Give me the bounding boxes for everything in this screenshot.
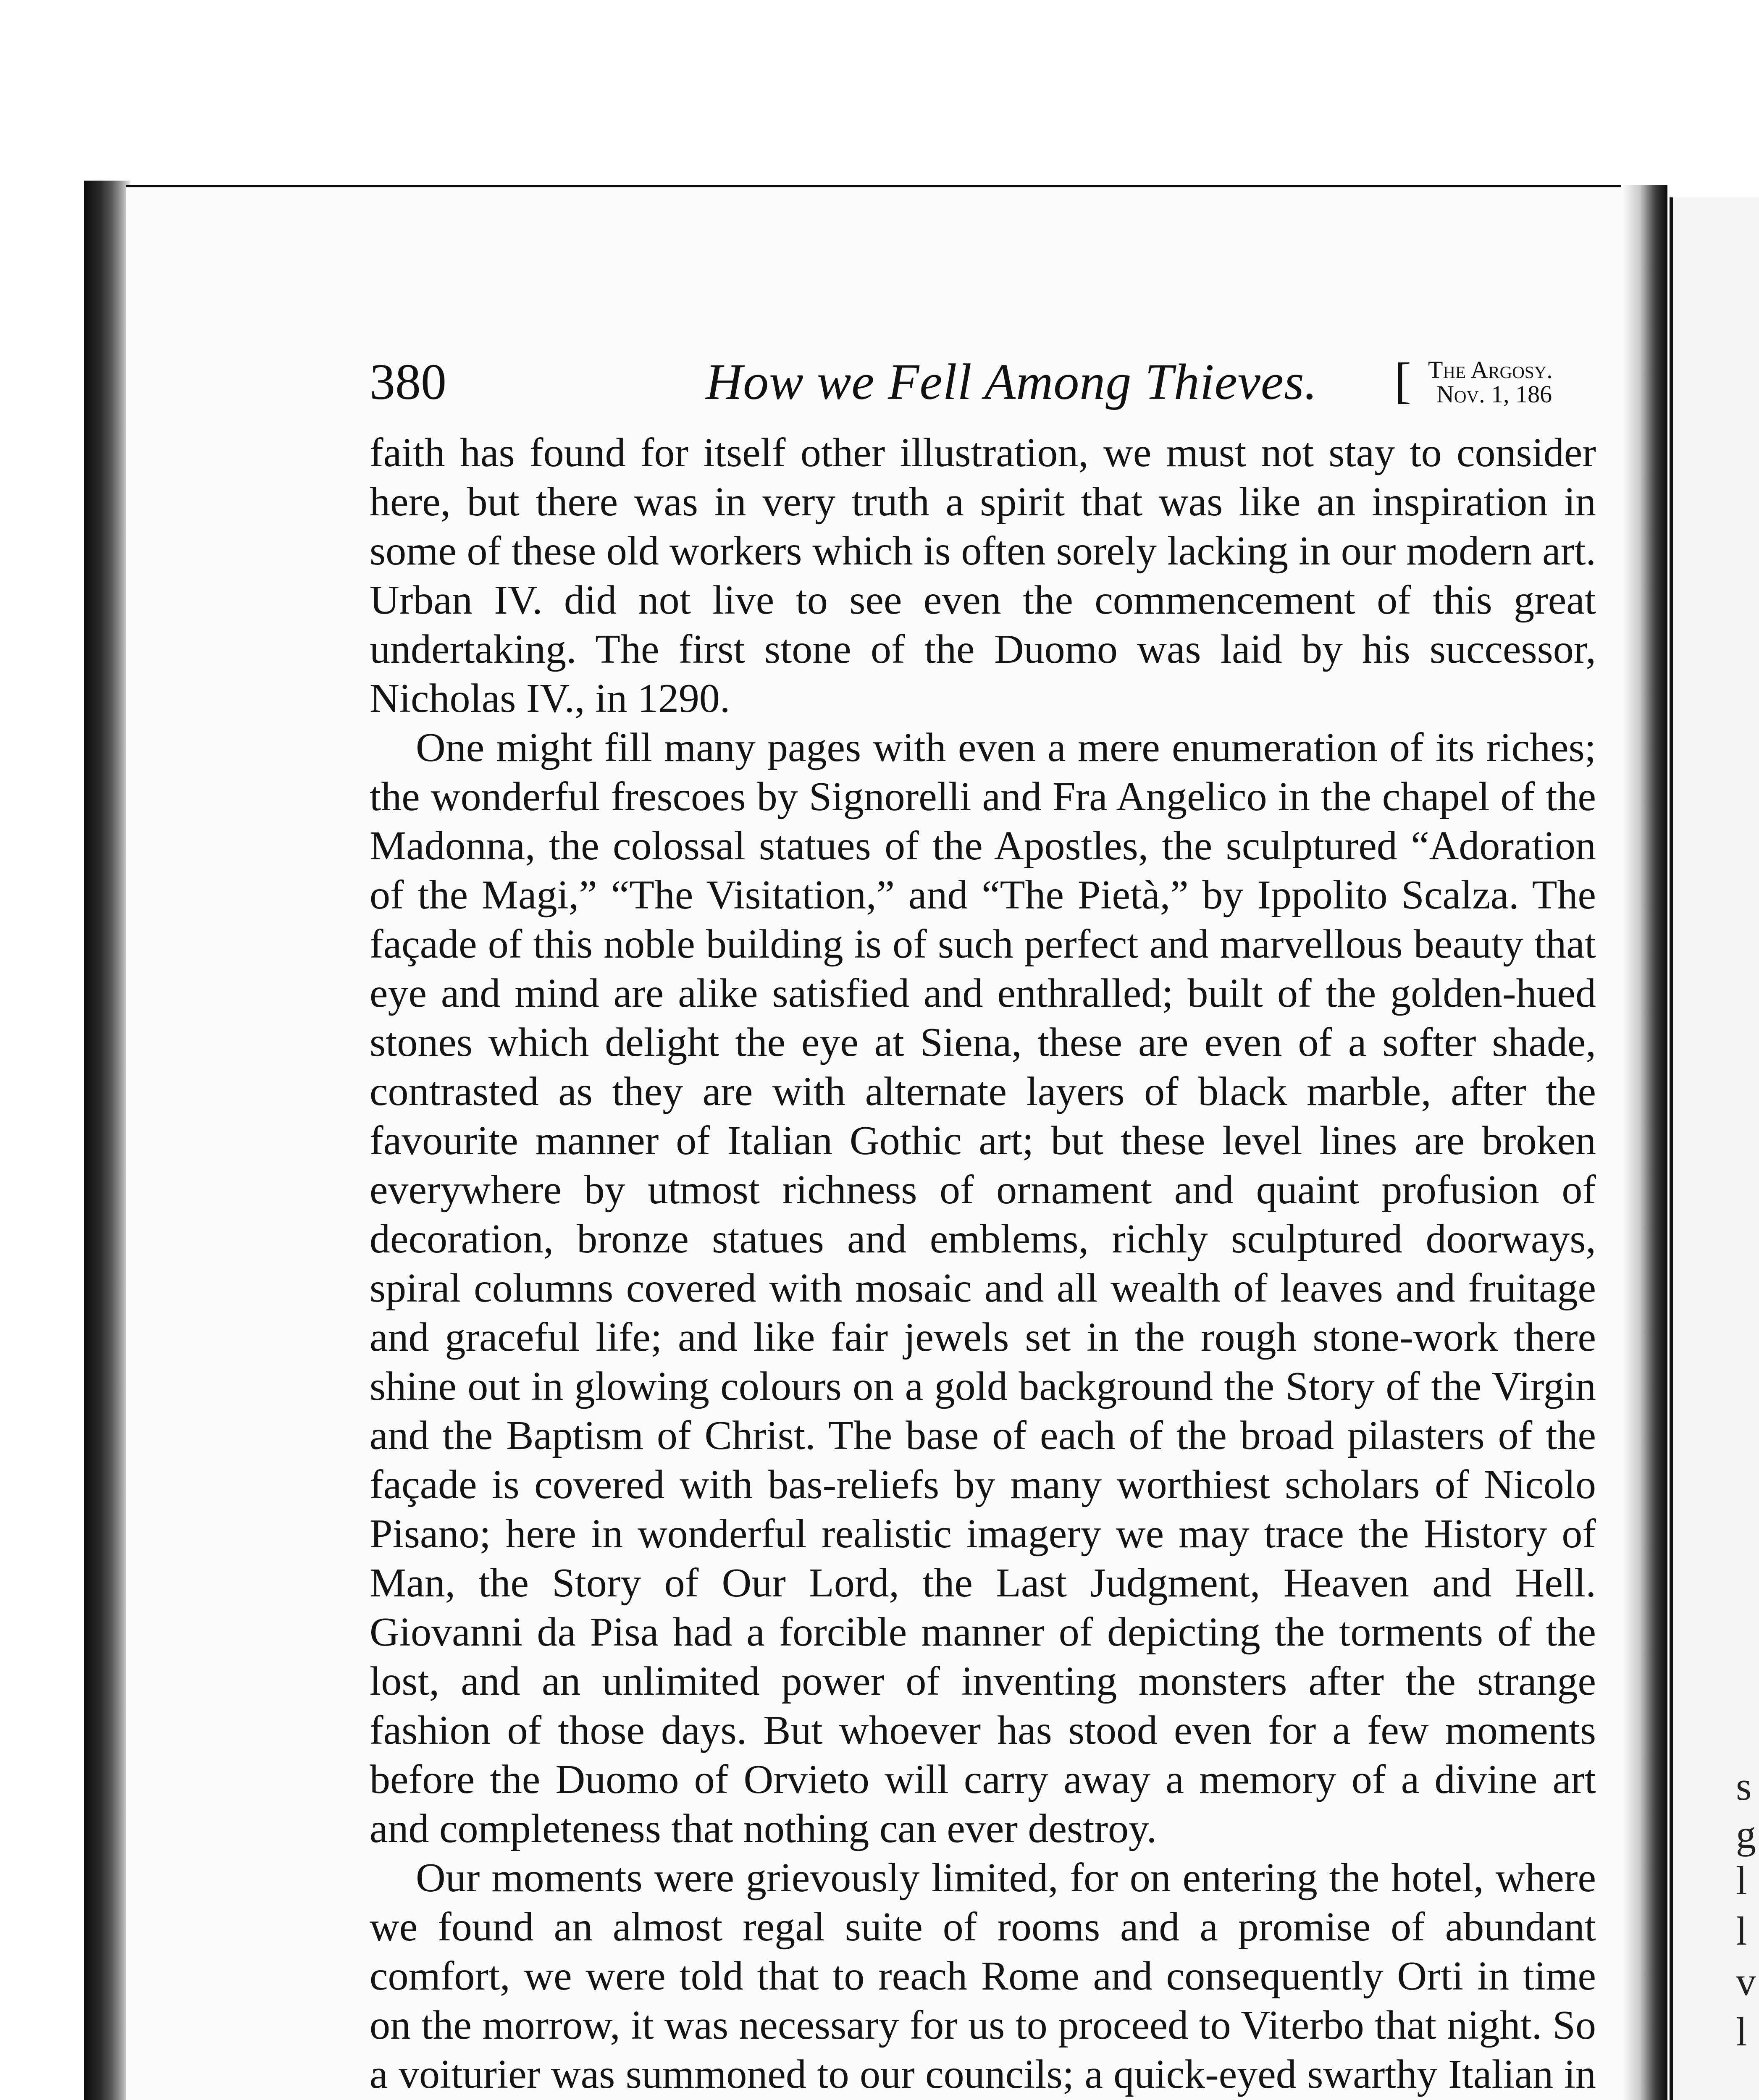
source-bracket: [ — [1394, 352, 1411, 408]
next-page-fragment: v — [1736, 1959, 1756, 2004]
page-number: 380 — [370, 354, 446, 410]
next-page-fragment: l — [1736, 1908, 1747, 1953]
paragraph-3: Our moments were grievously limited, for on entering the hotel, where we found an almost regal suite of rooms and a promise of abundant comfort, we were told that to reach Rome and consequently Orti in time on the morrow, it was necessary for us to proceed to Viterbo that night. So a voiturier was summoned to our councils; a quick-eyed swarthy Italian in — [370, 1855, 1596, 2097]
running-title: How we Fell Among Thieves. — [706, 354, 1318, 410]
next-page-fragment: l — [1736, 1858, 1747, 1903]
paragraph-2: One might fill many pages with even a mere enumeration of its riches; the wonderful frescoes by Signorelli and Fra Angelico in the chapel of the Madonna, the colossal statues of the Apostles, the sculptured “Adoration of the Magi,” “The Visitation,” and “The Pietà,” by Ippolito Scalza. The façade of this noble building is of such perfect and marvellous beauty that eye and mind are alike satisfied and enthralled; built of the golden-hued stones which delight the eye at Siena, these are even of a softer shade, contrasted as they are with alternate layers of black marble, after the favourite manner of Italian Gothic art; but these level lines are broken everywhere by utmost richness of ornament and quaint profusion of decoration, bronze statues and emblems, richly sculptured doorways, spiral columns covered with mosaic and all wealth of leaves and fruitage and graceful life; and like fair jewels set in the rough stone-work there shine out in glowing colours on a gold background the Story of the Virgin and the Baptism of Christ. The base of each of the broad pilasters of the façade is covered with bas-reliefs by many worthiest scholars of Nicolo Pisano; here in wonderful realistic imagery we may trace the History of Man, the Story of Our Lord, the Last Judgment, Heaven and Hell. Giovanni da Pisa had a forcible manner of depicting the torments of the lost, and an unlimited power of inventing monsters after the strange fashion of those days. But whoever has stood even for a few moments before the Duomo of Orvieto will carry away a memory of a divine art and completeness that nothing can ever destroy. — [370, 725, 1596, 1851]
source-date: Nov. 1, 186 — [1436, 381, 1552, 408]
next-page-fragment: l — [1736, 2009, 1747, 2054]
next-page-fragment: g — [1736, 1812, 1756, 1857]
page-gutter-shadow — [1621, 185, 1667, 2100]
next-page-edge — [1670, 197, 1759, 2100]
source-journal: The Argosy. — [1428, 356, 1553, 383]
paragraph-1: faith has found for itself other illustration, we must not stay to consider here, but there was in very truth a spirit that was like an inspiration in some of these old workers which is often sorely lacking in our modern art. Urban IV. did not live to see even the commencement of this great undertaking. The first stone of the Duomo was laid by his successor, Nicholas IV., in 1290. — [370, 430, 1596, 721]
next-page-fragment: s — [1736, 1764, 1752, 1809]
article-body — [370, 428, 1596, 2100]
book-spine-shadow — [84, 181, 130, 2100]
scan-background — [0, 0, 1759, 185]
page-header — [370, 353, 1596, 416]
